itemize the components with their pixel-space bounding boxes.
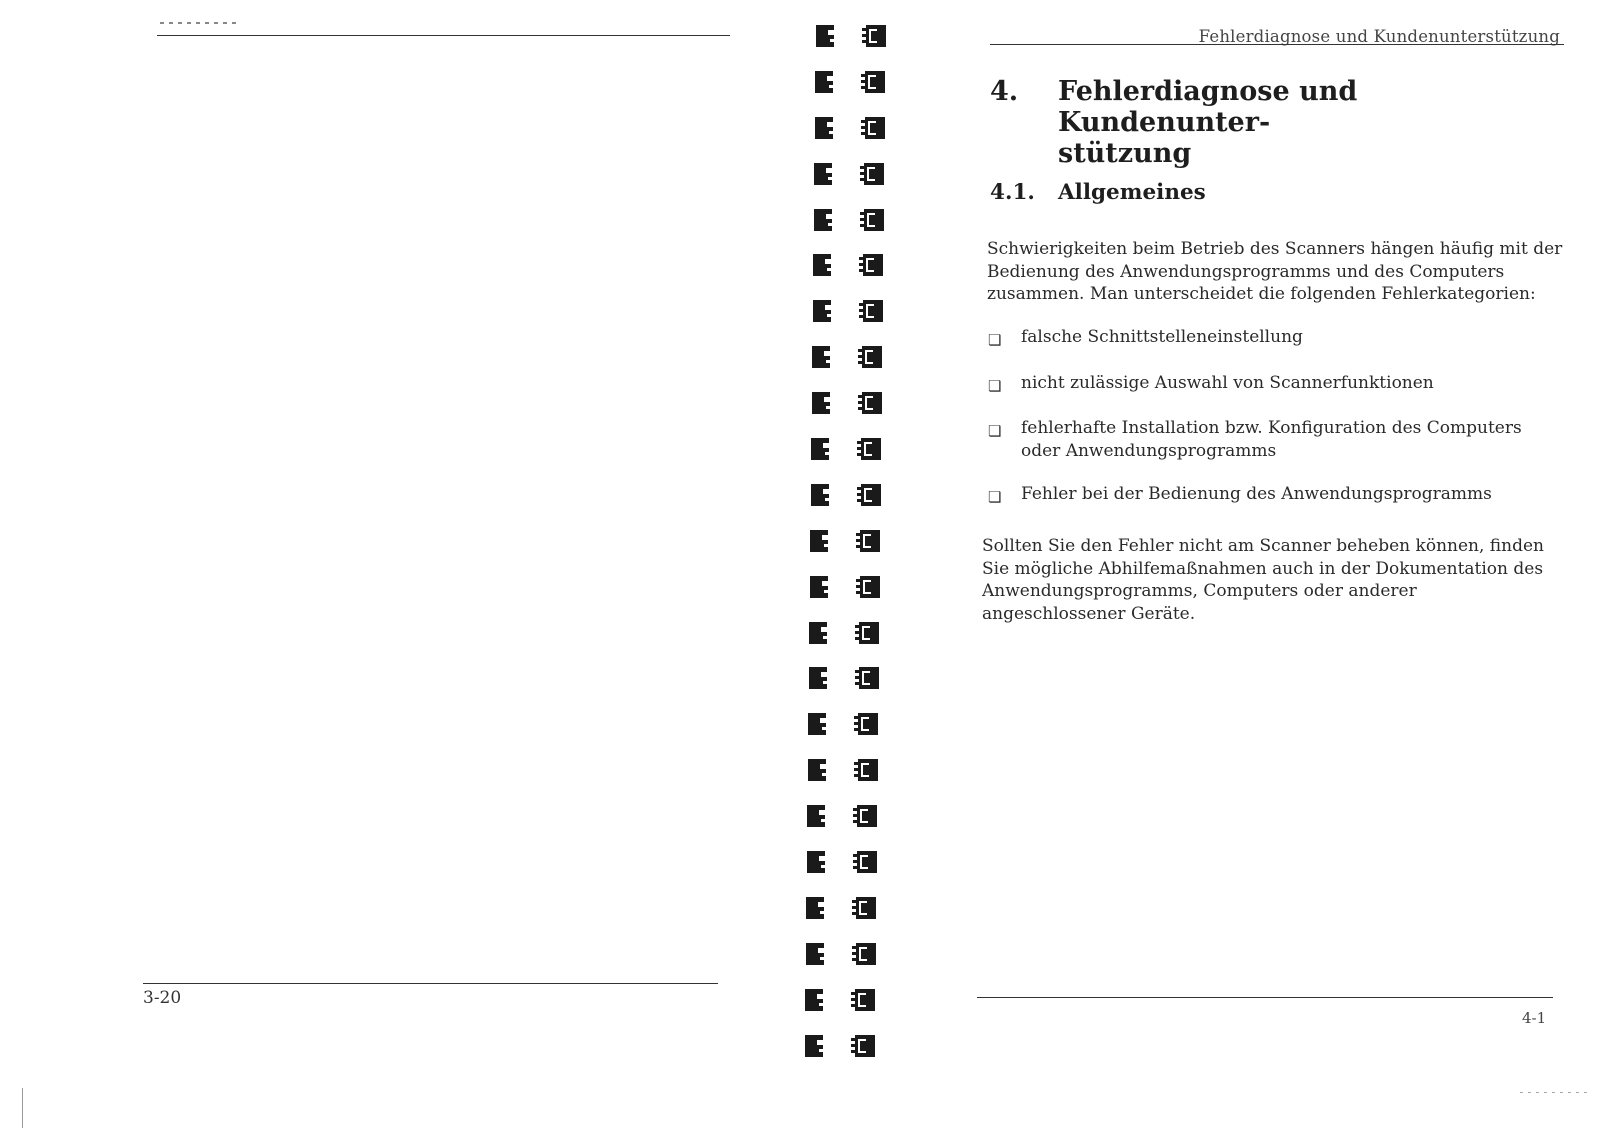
scan-edge-mark xyxy=(1520,1092,1590,1093)
binding-ring xyxy=(810,251,902,297)
binding-ring-right-icon xyxy=(855,1035,875,1057)
binding-ring-left-icon xyxy=(806,897,824,919)
binding-ring xyxy=(810,435,902,481)
binding-ring-right-icon xyxy=(860,530,880,552)
binding-ring-left-icon xyxy=(815,117,833,139)
right-footer-rule xyxy=(977,997,1553,998)
binding-ring xyxy=(810,160,902,206)
binding-ring-right-icon xyxy=(859,667,879,689)
binding-ring-left-icon xyxy=(811,438,829,460)
binding-ring-left-icon xyxy=(807,851,825,873)
section-heading xyxy=(990,180,1206,205)
checkbox-bullet-icon: ❏ xyxy=(988,376,1002,395)
right-header-rule xyxy=(990,44,1564,45)
binding-ring-right-icon xyxy=(855,989,875,1011)
intro-paragraph: Schwierigkeiten beim Betrieb des Scanners hängen häufig mit der Bedienung des Anwendungsprogramms und des Computers zusammen. Man unterscheidet die folgenden Fehlerkategorien: xyxy=(987,239,1563,304)
binding-ring-left-icon xyxy=(809,667,827,689)
checkbox-bullet-icon: ❏ xyxy=(988,331,1002,349)
binding-ring-right-icon xyxy=(857,805,877,827)
closing-paragraph: Sollten Sie den Fehler nicht am Scanner beheben können, finden Sie mögliche Abhilfemaßnahmen auch in der Dokumentation des Anwendungsprogramms, Computers oder anderer angeschlossener Geräte. xyxy=(982,536,1544,624)
binding-ring-right-icon xyxy=(862,392,882,414)
binding-ring xyxy=(810,710,902,756)
binding-ring xyxy=(810,756,902,802)
binding-ring xyxy=(810,802,902,848)
binding-ring-right-icon xyxy=(857,851,877,873)
binding-ring-left-icon xyxy=(813,254,831,276)
binding-ring-left-icon xyxy=(810,576,828,598)
binding-ring xyxy=(810,343,902,389)
left-footer-rule xyxy=(143,983,718,984)
binding-ring xyxy=(810,894,902,940)
chapter-heading xyxy=(990,76,1550,169)
binding-ring-right-icon xyxy=(862,346,882,368)
binding-ring-right-icon xyxy=(864,163,884,185)
binding-ring-left-icon xyxy=(814,209,832,231)
binding-ring-left-icon xyxy=(808,759,826,781)
running-header: Fehlerdiagnose und Kundenunterstützung xyxy=(1198,27,1560,46)
binding-ring xyxy=(810,573,902,619)
binding-ring xyxy=(810,389,902,435)
left-page-number: 3-20 xyxy=(143,988,182,1008)
binding-ring-left-icon xyxy=(810,530,828,552)
list-item: ❏ fehlerhafte Installation bzw. Konfiguration des Computers oder Anwendungsprogramms xyxy=(988,418,1522,461)
binding-ring xyxy=(810,206,902,252)
chapter-title-line-2: stützung xyxy=(1058,138,1192,169)
binding-ring-right-icon xyxy=(866,25,886,47)
list-item: ❏ Fehler bei der Bedienung des Anwendungsprogramms xyxy=(988,483,1566,506)
binding-ring-right-icon xyxy=(858,759,878,781)
binding-ring-left-icon xyxy=(806,943,824,965)
list-item: ❏ nicht zulässige Auswahl von Scannerfunktionen xyxy=(988,372,1566,395)
binding-ring-left-icon xyxy=(816,25,834,47)
binding-ring xyxy=(810,114,902,160)
list-item: ❏ falsche Schnittstelleneinstellung xyxy=(988,326,1566,349)
section-title: Allgemeines xyxy=(1058,180,1206,205)
binding-ring-left-icon xyxy=(805,1035,823,1057)
binding-ring-left-icon xyxy=(812,392,830,414)
binding-ring xyxy=(810,664,902,710)
binding-ring-left-icon xyxy=(813,300,831,322)
chapter-number: 4. xyxy=(990,76,1019,107)
right-page-number: 4-1 xyxy=(1522,1009,1547,1027)
binding-ring xyxy=(810,297,902,343)
spiral-binding xyxy=(810,22,902,1077)
left-header-smudge xyxy=(160,22,240,24)
error-category-list xyxy=(988,326,1566,506)
binding-ring-right-icon xyxy=(860,576,880,598)
binding-ring-right-icon xyxy=(865,117,885,139)
binding-ring-right-icon xyxy=(856,897,876,919)
binding-ring xyxy=(810,527,902,573)
section-number: 4.1. xyxy=(990,180,1035,205)
checkbox-bullet-icon: ❏ xyxy=(988,422,1002,440)
binding-ring-left-icon xyxy=(811,484,829,506)
binding-ring xyxy=(810,619,902,665)
binding-ring xyxy=(810,940,902,986)
binding-ring-left-icon xyxy=(814,163,832,185)
checkbox-bullet-icon: ❏ xyxy=(988,488,1002,506)
binding-ring-left-icon xyxy=(812,346,830,368)
binding-ring xyxy=(810,848,902,894)
binding-ring-right-icon xyxy=(859,622,879,644)
binding-ring-right-icon xyxy=(864,209,884,231)
left-header-rule xyxy=(157,35,730,36)
binding-ring-right-icon xyxy=(856,943,876,965)
binding-ring-right-icon xyxy=(865,71,885,93)
binding-ring-left-icon xyxy=(815,71,833,93)
binding-ring-right-icon xyxy=(858,713,878,735)
binding-ring xyxy=(810,22,902,68)
binding-ring-left-icon xyxy=(805,989,823,1011)
binding-ring xyxy=(810,986,902,1032)
binding-ring-right-icon xyxy=(863,300,883,322)
binding-ring xyxy=(810,481,902,527)
binding-ring-left-icon xyxy=(807,805,825,827)
binding-ring-left-icon xyxy=(808,713,826,735)
binding-ring-right-icon xyxy=(861,438,881,460)
binding-ring-right-icon xyxy=(861,484,881,506)
binding-ring xyxy=(810,68,902,114)
binding-ring xyxy=(810,1032,902,1078)
binding-ring-left-icon xyxy=(809,622,827,644)
scan-edge-mark xyxy=(22,1088,23,1128)
chapter-title-line-1: Fehlerdiagnose und Kundenunter- xyxy=(1058,76,1358,138)
binding-ring-right-icon xyxy=(863,254,883,276)
